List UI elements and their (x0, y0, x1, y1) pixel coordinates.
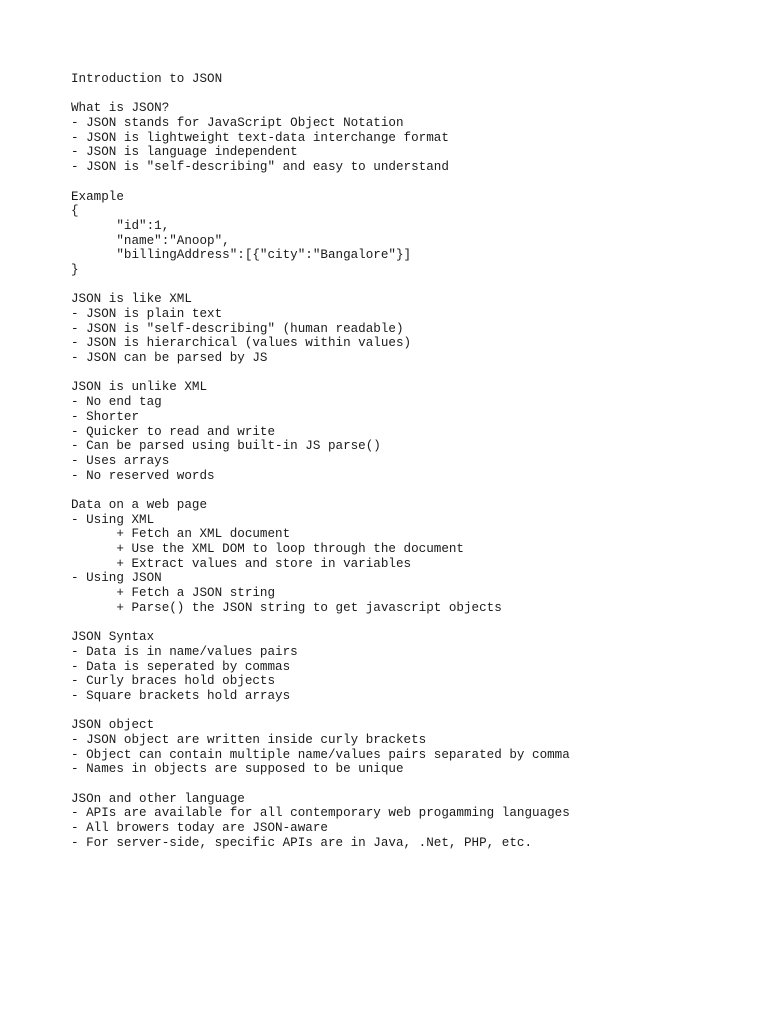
text-line: - Quicker to read and write (71, 424, 276, 439)
text-line: JSON is like XML (71, 292, 192, 307)
blank-line (71, 704, 751, 719)
text-line: JSOn and other language (71, 791, 245, 806)
text-line: - Square brackets hold arrays (71, 688, 291, 703)
text-line: } (71, 262, 79, 277)
text-line: - Shorter (71, 409, 140, 424)
blank-line (71, 615, 751, 630)
text-line: + Extract values and store in variables (71, 556, 412, 571)
text-line: - Curly braces hold objects (71, 674, 276, 689)
text-line: - Names in objects are supposed to be unique (71, 762, 404, 777)
text-line: + Fetch a JSON string (71, 586, 276, 601)
text-line: - JSON is language independent (71, 145, 298, 160)
text-line: - Object can contain multiple name/values pairs separated by comma (71, 747, 570, 762)
text-line: - Data is in name/values pairs (71, 644, 298, 659)
blank-line (71, 87, 751, 102)
text-line: + Use the XML DOM to loop through the document (71, 542, 464, 556)
text-line: { (71, 204, 79, 219)
text-line: JSON is unlike XML (71, 380, 208, 395)
text-line: - JSON can be parsed by JS (71, 351, 268, 366)
text-line: - Using XML (71, 512, 155, 527)
text-line: What is JSON? (71, 101, 170, 116)
text-line: - Uses arrays (71, 453, 170, 468)
text-line: - JSON is hierarchical (values within values) (71, 336, 412, 351)
text-line: - Data is seperated by commas (71, 659, 291, 674)
text-line: - JSON is lightweight text-data interchange format (71, 130, 449, 145)
text-line: + Fetch an XML document (71, 527, 291, 542)
blank-line (71, 483, 751, 498)
text-line: - JSON is "self-describing" and easy to understand (71, 160, 449, 175)
blank-line (71, 278, 751, 293)
text-line: - Can be parsed using built-in JS parse() (71, 439, 381, 454)
text-line: "id":1, (71, 218, 170, 233)
text-line: - No reserved words (71, 468, 215, 483)
text-line: - JSON object are written inside curly brackets (71, 732, 427, 747)
text-line: Example (71, 189, 124, 204)
document-text (71, 72, 751, 850)
text-line: - JSON stands for JavaScript Object Notation (71, 116, 404, 131)
blank-line (71, 366, 751, 381)
text-line: - JSON is "self-describing" (human readable) (71, 321, 404, 336)
blank-line (71, 175, 751, 190)
text-line: + Parse() the JSON string to get javascript objects (71, 600, 502, 615)
text-line: - All browers today are JSON-aware (71, 821, 328, 836)
text-line: - No end tag (71, 395, 162, 410)
text-line: JSON Syntax (71, 630, 155, 645)
text-line: - For server-side, specific APIs are in Java, .Net, PHP, etc. (71, 835, 533, 850)
text-line: - JSON is plain text (71, 307, 223, 321)
text-line: - APIs are available for all contemporary web progamming languages (71, 806, 570, 821)
text-line: Introduction to JSON (71, 72, 223, 86)
text-line: "name":"Anoop", (71, 233, 230, 248)
text-line: - Using JSON (71, 571, 162, 586)
text-line: Data on a web page (71, 497, 208, 512)
text-line: "billingAddress":[{"city":"Bangalore"}] (71, 248, 412, 263)
text-line: JSON object (71, 718, 155, 733)
blank-line (71, 777, 751, 792)
